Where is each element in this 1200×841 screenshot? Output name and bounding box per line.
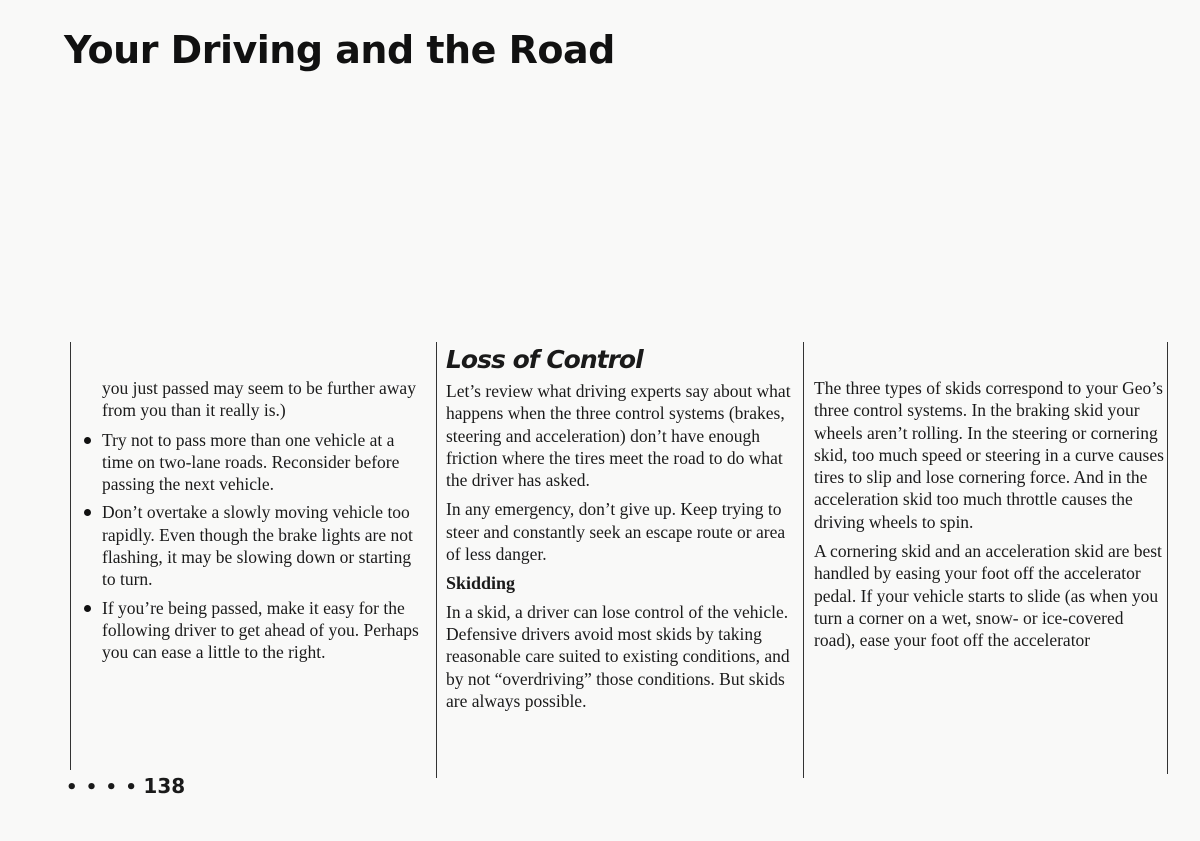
column-divider-right (1167, 342, 1168, 774)
paragraph: A cornering skid and an acceleration skid are best handled by easing your foot off the accelerator pedal. If your vehicle starts to slide (as when you turn a corner on a wet, snow- or ice-covered road), ease your foot off the accelerator (814, 541, 1162, 651)
column-divider-left (70, 342, 71, 770)
right-column (814, 377, 1164, 659)
page-number: 138 (143, 774, 186, 798)
list-item: Try not to pass more than one vehicle at a time on two-lane roads. Reconsider before passing the next vehicle. (80, 429, 425, 496)
paragraph: In a skid, a driver can lose control of the vehicle. Defensive drivers avoid most skids by taking reasonable care suited to existing conditions, and by not “overdriving” those conditions. But skids are always possible. (446, 601, 790, 711)
page-footer (66, 774, 185, 798)
list-item: Don’t overtake a slowly moving vehicle too rapidly. Even though the brake lights are not flashing, it may be slowing down or starting to turn. (80, 501, 425, 590)
page-dots: • • • • (66, 777, 138, 798)
middle-column (446, 343, 791, 719)
paragraph: Let’s review what driving experts say about what happens when the three control systems (brakes, steering and acceleration) don’t have enough friction where the tires meet the road to do what the driver has asked. (446, 381, 791, 491)
section-heading: Loss of Control (446, 345, 643, 374)
chapter-title: Your Driving and the Road (64, 28, 615, 72)
subheading: Skidding (446, 573, 516, 594)
passing-tips-list (80, 429, 425, 664)
column-divider-center-right (803, 342, 804, 778)
left-column (80, 377, 425, 670)
column-divider-center-left (436, 342, 437, 778)
continuation-text: you just passed may seem to be further away from you than it really is.) (102, 378, 416, 421)
paragraph: The three types of skids correspond to your Geo’s three control systems. In the braking skid your wheels aren’t rolling. In the steering or cornering skid, too much speed or steering in a curve causes tires to slip and lose cornering force. And in the acceleration skid too much throttle causes the driving wheels to spin. (814, 378, 1164, 532)
paragraph: In any emergency, don’t give up. Keep trying to steer and constantly seek an escape route or area of less danger. (446, 499, 786, 565)
list-item: If you’re being passed, make it easy for the following driver to get ahead of you. Perhaps you can ease a little to the right. (80, 597, 425, 664)
